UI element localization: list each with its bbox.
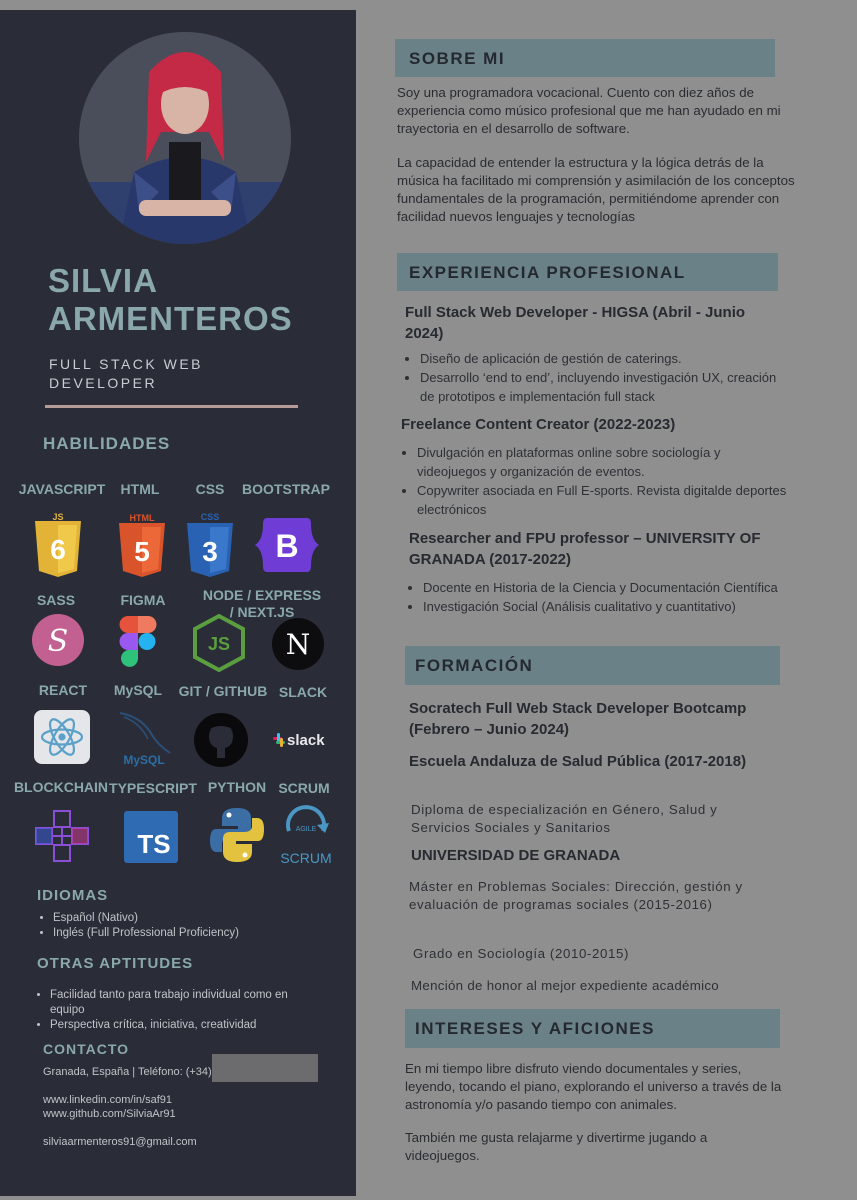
list-item: • Divulgación en plataformas online sobre sociología y videojuegos y organización de eventos. xyxy=(417,443,787,481)
education-easp-diploma: Diploma de especialización en Género, Salud y Servicios Sociales y Sanitarios xyxy=(411,802,718,835)
section-band-interests xyxy=(405,1009,780,1048)
education-degree: Grado en Sociología (2010-2015) xyxy=(413,946,629,961)
skill-label-css: CSS xyxy=(195,481,225,497)
svg-text:JS: JS xyxy=(52,513,64,522)
list-item: • Facilidad tanto para trabajo individual como en equipo xyxy=(50,988,290,1018)
section-band-experience xyxy=(397,253,778,291)
svg-text:slack: slack xyxy=(287,732,325,749)
education-easp: Escuela Andaluza de Salud Pública (2017-2018) xyxy=(409,753,747,770)
list-item: • Docente en Historia de la Ciencia y Documentación Científica xyxy=(423,578,803,597)
job-2-bullets xyxy=(395,443,787,519)
skill-label-node: NODE / EXPRESS / NEXT.JS xyxy=(202,587,322,620)
contact-heading: CONTACTO xyxy=(43,1041,130,1057)
interests-paragraph-2: También me gusta relajarme y divertirme jugando a videojuegos. xyxy=(405,1130,708,1163)
react-icon xyxy=(33,709,91,765)
role-line-1: FULL STACK WEB xyxy=(49,356,204,372)
svg-text:B: B xyxy=(275,528,299,564)
skill-label-slack: SLACK xyxy=(278,684,328,700)
list-item: • Inglés (Full Professional Proficiency) xyxy=(53,926,353,941)
svg-text:AGILE: AGILE xyxy=(295,826,317,833)
svg-text:3: 3 xyxy=(202,536,218,567)
figma-icon xyxy=(118,614,158,670)
interests-paragraph-1: En mi tiempo libre disfruto viendo documentales y series, leyendo, tocando el piano, explorando el universo a través de la astronomía y/o pasando tiempo con animales. xyxy=(405,1061,782,1112)
svg-text:TS: TS xyxy=(137,829,171,859)
github-icon xyxy=(193,712,249,768)
skills-heading: HABILIDADES xyxy=(43,434,171,453)
about-paragraph-1: Soy una programadora vocacional. Cuento con diez años de experiencia como músico profesional que me han ayudado en mi trayectoria en el desarrollo de software. xyxy=(397,85,781,136)
css3-icon xyxy=(181,511,239,569)
svg-text:6: 6 xyxy=(50,534,66,565)
linkedin-link[interactable]: www.linkedin.com/in/saf91 xyxy=(43,1094,173,1106)
last-name: ARMENTEROS xyxy=(48,300,293,337)
scrum-icon xyxy=(277,801,335,869)
github-link[interactable]: www.github.com/SilviaAr91 xyxy=(43,1108,176,1120)
skill-label-git: GIT / GITHUB xyxy=(178,683,268,699)
skill-label-blockchain: BLOCKCHAIN xyxy=(13,779,109,795)
blockchain-icon xyxy=(33,808,91,864)
job-title-1: Full Stack Web Developer - HIGSA (Abril - Junio 2024) xyxy=(405,304,746,342)
about-paragraph-2: La capacidad de entender la estructura y la lógica detrás de la música ha facilitado mi comprensión y asimilación de los conceptos fundamentales de la programación, permitiéndome aprender con facilidad nuevos lenguajes y tecnologías xyxy=(397,155,795,224)
role-line-2: DEVELOPER xyxy=(49,375,158,391)
phone-redaction xyxy=(212,1054,318,1082)
skill-label-scrum: SCRUM xyxy=(278,780,330,796)
svg-text:S: S xyxy=(47,624,69,659)
skill-label-bootstrap: BOOTSTRAP xyxy=(242,481,330,497)
aptitudes-heading: OTRAS APTITUDES xyxy=(37,955,194,972)
slack-icon xyxy=(271,729,333,751)
interests-heading: INTERESES Y AFICIONES xyxy=(415,1019,655,1038)
about-heading: SOBRE MI xyxy=(409,49,506,68)
role-title xyxy=(49,355,279,393)
bootstrap-icon xyxy=(255,516,313,574)
javascript-icon xyxy=(29,513,87,571)
svg-text:CSS: CSS xyxy=(200,512,220,522)
list-item: • Español (Nativo) xyxy=(53,911,353,926)
email-link[interactable]: silviaarmenteros91@gmail.com xyxy=(43,1136,197,1148)
list-item: • Desarrollo ‘end to end’, incluyendo investigación UX, creación de prototipos e implementación full stack xyxy=(420,368,790,406)
skill-label-figma: FIGMA xyxy=(120,592,166,608)
section-band-education xyxy=(405,646,780,685)
svg-text:5: 5 xyxy=(134,536,150,567)
education-bootcamp: Socratech Full Web Stack Developer Bootcamp (Febrero – Junio 2024) xyxy=(409,700,747,738)
svg-text:JS: JS xyxy=(207,634,231,654)
contact-location-phone: Granada, España | Teléfono: (+34) xyxy=(43,1066,212,1078)
name-divider xyxy=(45,405,298,408)
skill-label-sass: SASS xyxy=(36,592,76,608)
section-band-about xyxy=(395,39,775,77)
nodejs-icon xyxy=(191,614,247,672)
job-title-3: Researcher and FPU professor – UNIVERSITY OF GRANADA (2017-2022) xyxy=(409,530,761,568)
typescript-icon xyxy=(124,811,178,863)
education-heading: FORMACIÓN xyxy=(415,656,534,675)
skill-label-typescript: TYPESCRIPT xyxy=(109,780,197,796)
job-1-bullets xyxy=(398,349,790,406)
education-ugr: UNIVERSIDAD DE GRANADA xyxy=(411,847,621,864)
languages-list xyxy=(37,911,353,941)
job-3-bullets xyxy=(401,578,803,616)
skill-label-html: HTML xyxy=(120,481,160,497)
skill-label-python: PYTHON xyxy=(207,779,267,795)
profile-photo xyxy=(79,32,291,244)
sass-icon xyxy=(31,613,85,667)
list-item: • Copywriter asociada en Full E-sports. Revista digitalde deportes electrónicos xyxy=(417,481,787,519)
nextjs-icon xyxy=(271,617,325,671)
list-item: • Investigación Social (Análisis cualitativo y cuantitativo) xyxy=(423,597,803,616)
svg-text:MySQL: MySQL xyxy=(123,753,165,767)
list-item: • Diseño de aplicación de gestión de caterings. xyxy=(420,349,790,368)
skill-label-javascript: JAVASCRIPT xyxy=(18,481,106,497)
experience-heading: EXPERIENCIA PROFESIONAL xyxy=(409,263,686,282)
svg-text:N: N xyxy=(285,628,311,661)
languages-heading: IDIOMAS xyxy=(37,887,109,904)
svg-text:HTML: HTML xyxy=(129,513,155,523)
education-honor: Mención de honor al mejor expediente académico xyxy=(411,978,719,993)
aptitudes-list xyxy=(34,988,290,1033)
education-master: Máster en Problemas Sociales: Dirección, gestión y evaluación de programas sociales (2015-2016) xyxy=(409,879,743,912)
skill-label-react: REACT xyxy=(38,682,88,698)
job-title-2: Freelance Content Creator (2022-2023) xyxy=(401,416,676,433)
html5-icon xyxy=(113,513,171,571)
list-item: • Perspectiva crítica, iniciativa, creatividad xyxy=(50,1018,290,1033)
first-name: SILVIA xyxy=(48,262,158,299)
mysql-icon xyxy=(112,707,174,767)
python-icon xyxy=(208,806,266,864)
svg-text:SCRUM: SCRUM xyxy=(280,850,332,866)
skill-label-mysql: MySQL xyxy=(113,682,163,698)
